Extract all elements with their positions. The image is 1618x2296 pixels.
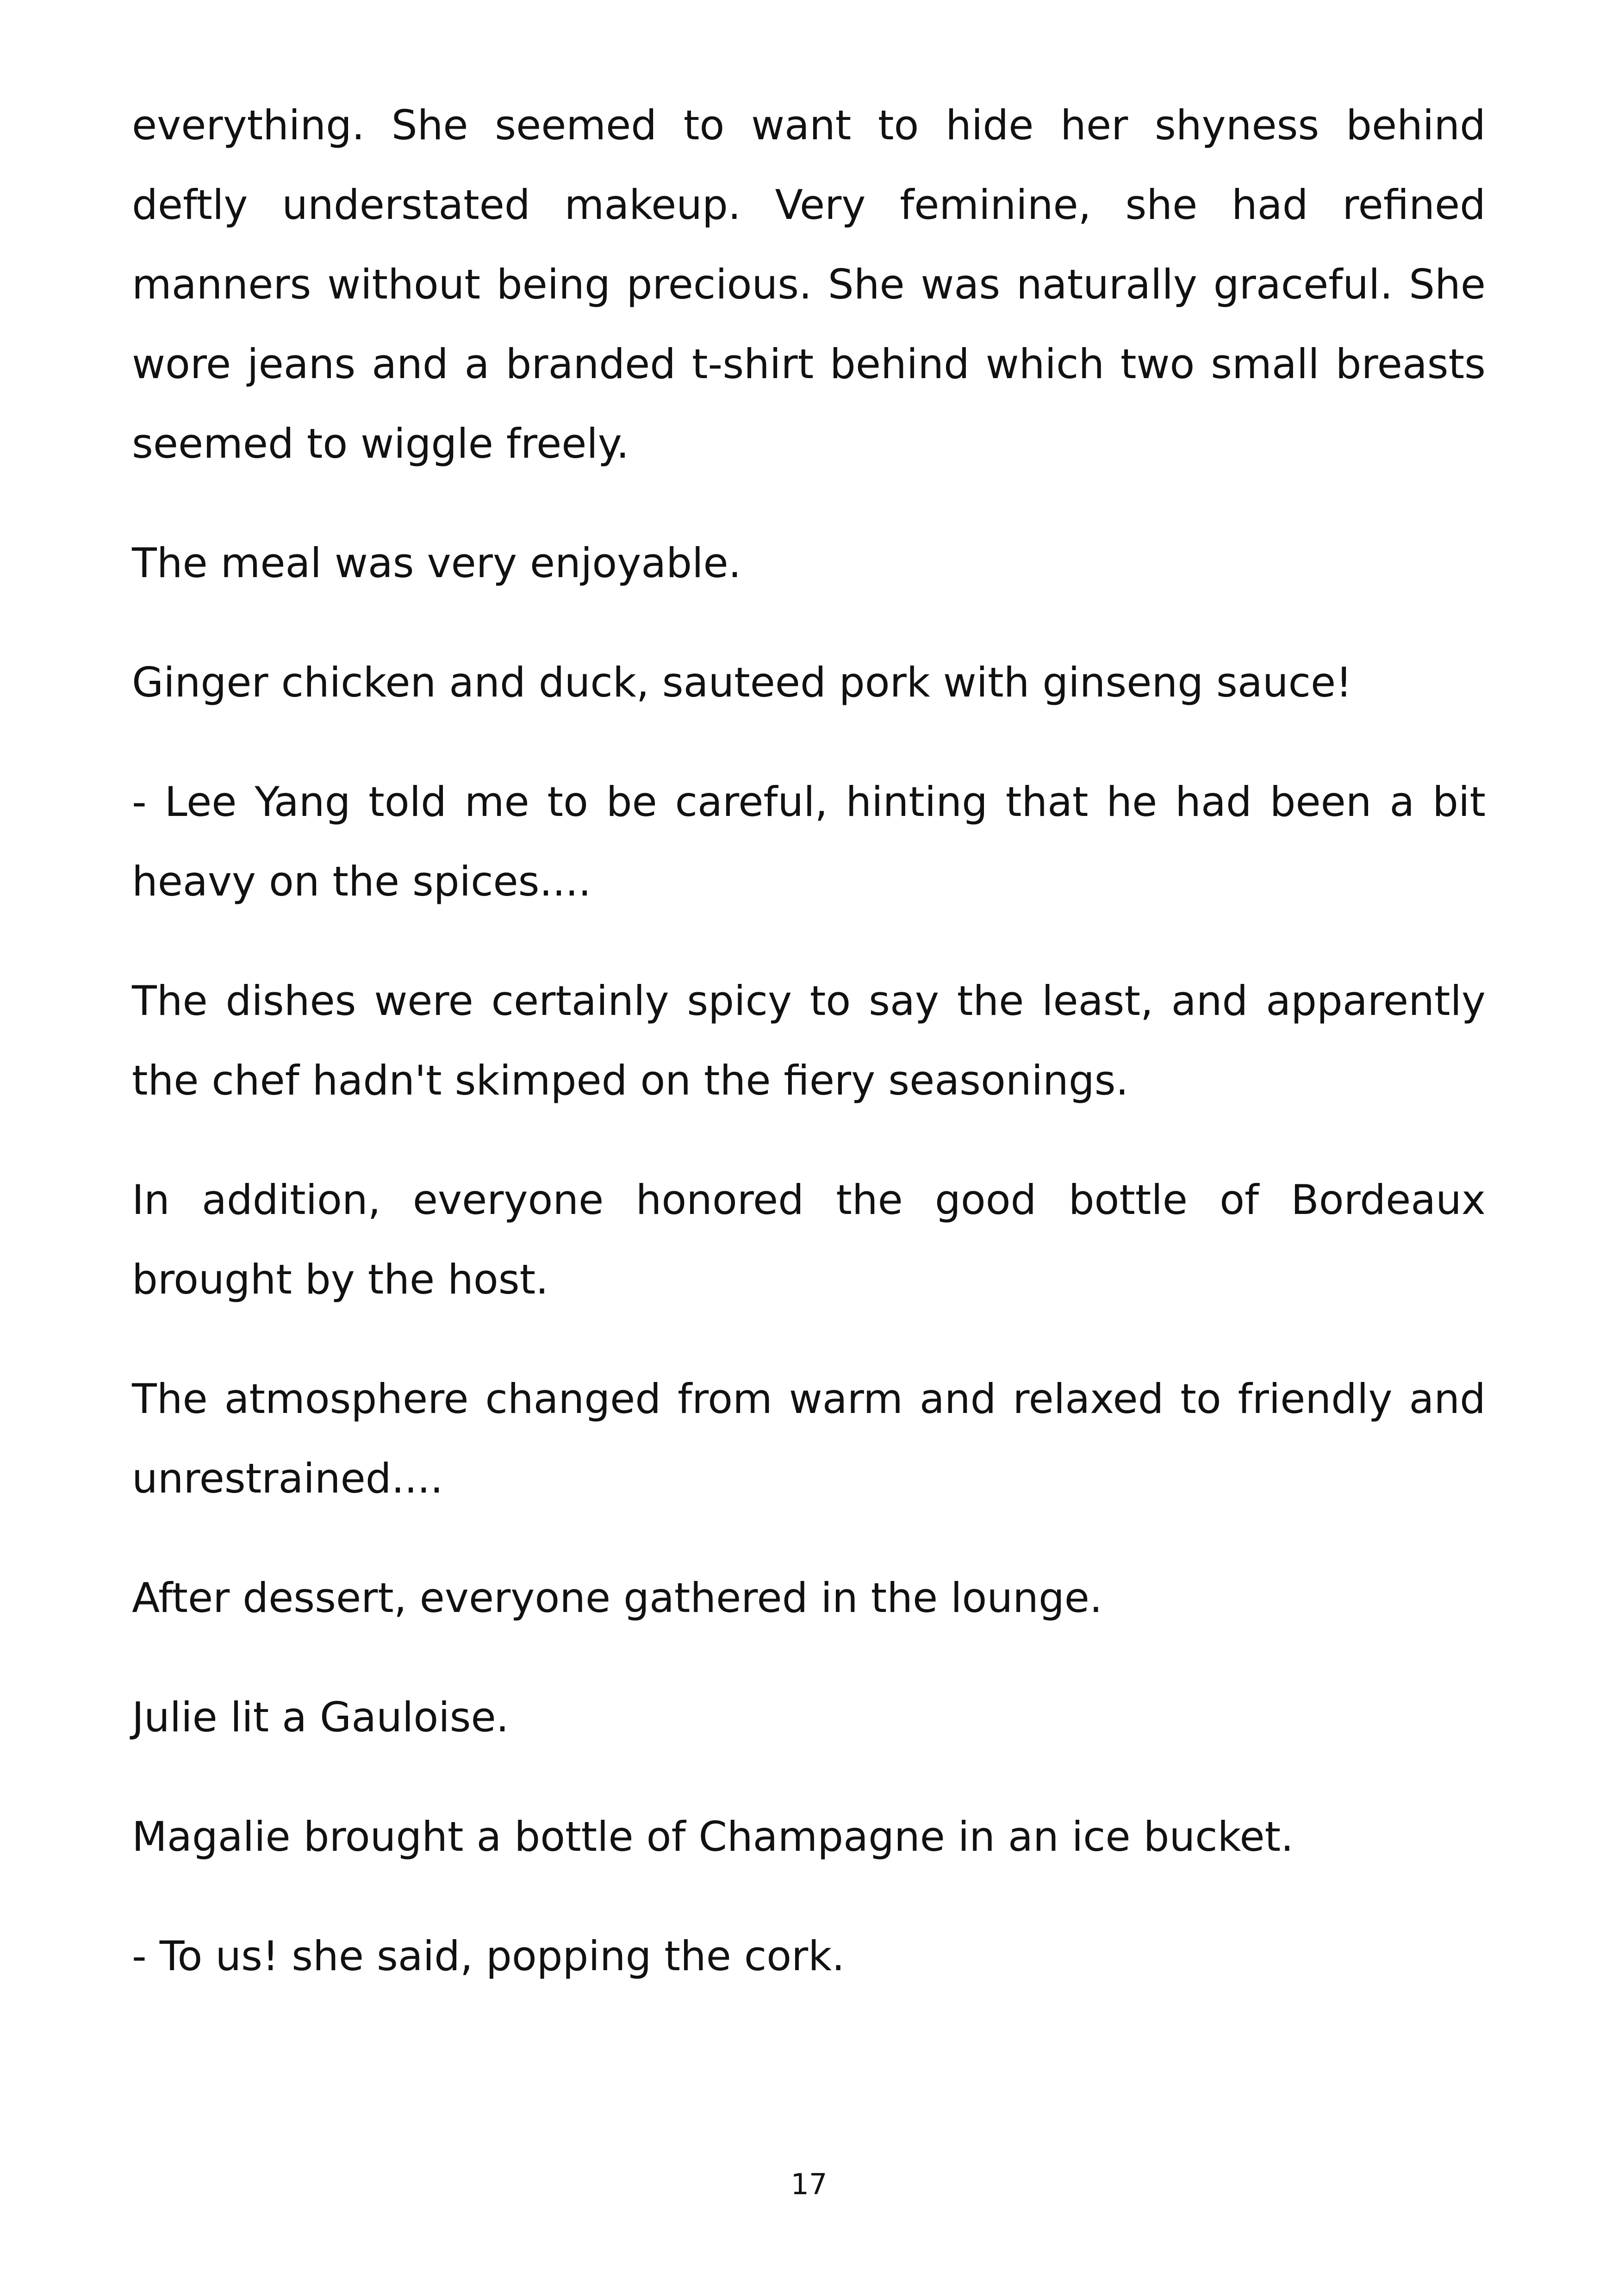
paragraph: The meal was very enjoyable.: [132, 539, 741, 587]
paragraph: After dessert, everyone gathered in the lounge.: [132, 1574, 1102, 1622]
paragraph: The dishes were certainly spicy to say the least, and apparently the chef hadn't skimped on the fiery seasonings.: [132, 977, 1486, 1104]
page-body: [132, 86, 1486, 2036]
paragraph: Julie lit a Gauloise.: [132, 1693, 509, 1741]
page-number: 17: [790, 2167, 828, 2201]
paragraph: Ginger chicken and duck, sauteed pork with ginseng sauce!: [132, 659, 1352, 706]
paragraph: - Lee Yang told me to be careful, hinting that he had been a bit heavy on the spices....: [132, 778, 1486, 905]
paragraph: The atmosphere changed from warm and relaxed to friendly and unrestrained....: [132, 1375, 1486, 1502]
paragraph: In addition, everyone honored the good bottle of Bordeaux brought by the host.: [132, 1176, 1486, 1303]
paragraph: Magalie brought a bottle of Champagne in an ice bucket.: [132, 1813, 1294, 1860]
paragraph: - To us! she said, popping the cork.: [132, 1932, 845, 1980]
paragraph: everything. She seemed to want to hide her shyness behind deftly understated makeup. Very feminine, she had refined manners without being precious. She was naturally graceful. She wore jeans and a branded t-shirt behind which two small breasts seemed to wiggle freely.: [132, 101, 1486, 467]
